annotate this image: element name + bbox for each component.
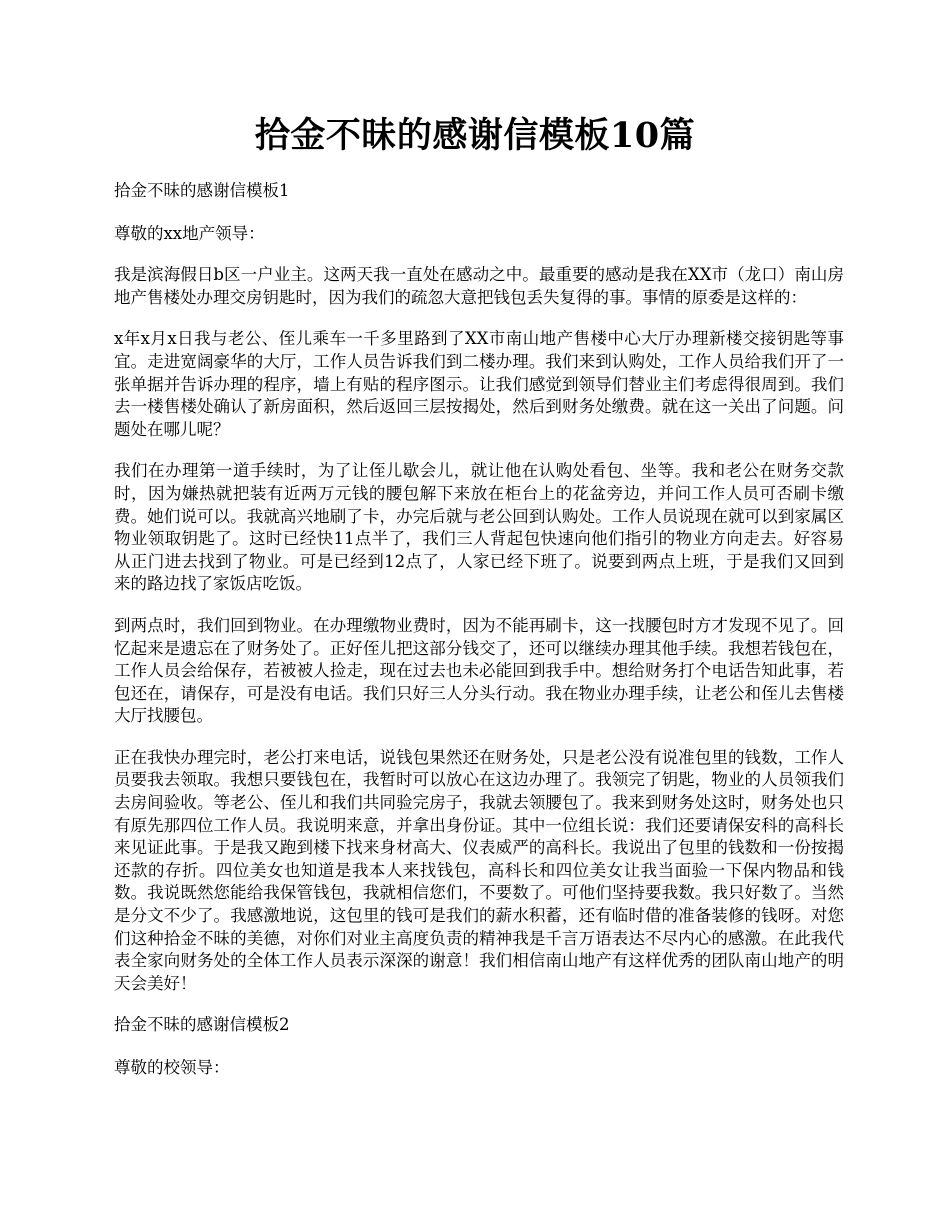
section-heading: 拾金不昧的感谢信模板2 [114, 1015, 290, 1035]
body-paragraph: 正在我快办理完时，老公打来电话，说钱包果然还在财务处，只是老公没有说准包里的钱数，工作人员要我去领取。我想只要钱包在，我暂时可以放心在这边办理了。我领完了钥匙，物业的人员领我们去房间验收。等老公、侄儿和我们共同验完房子，我就去领腰包了。我来到财务处这时，财务处也只有原先那四位工作人员。我说明来意，并拿出身份证。其中一位组长说：我们还要请保安科的高科长来见证此事。于是我又跑到楼下找来身材高大、仪表威严的高科长。我说出了包里的钱数和一份按揭还款的存折。四位美女也知道是我本人来找钱包，高科长和四位美女让我当面验一下保内物品和钱数。我说既然您能给我保管钱包，我就相信您们，不要数了。可他们坚持要我数。我只好数了。当然是分文不少了。我感激地说，这包里的钱可是我们的薪水积蓄，还有临时借的准备装修的钱呀。对您们这种拾金不昧的美德，对你们对业主高度负责的精神我是千言万语表达不尽内心的感激。在此我代表全家向财务处的全体工作人员表示深深的谢意！我们相信南山地产有这样优秀的团队南山地产的明天会美好！ [114, 747, 844, 993]
body-paragraph: 我们在办理第一道手续时，为了让侄儿歇会儿，就让他在认购处看包、坐等。我和老公在财务交款时，因为嫌热就把装有近两万元钱的腰包解下来放在柜台上的花盆旁边，并问工作人员可否刷卡缴费。她们说可以。我就高兴地刷了卡，办完后就与老公回到认购处。工作人员说现在就可以到家属区物业领取钥匙了。这时已经快11点半了，我们三人背起包快速向他们指引的物业方向走去。好容易从正门进去找到了物业。可是已经到12点了，人家已经下班了。说要到两点上班，于是我们又回到来的路边找了家饭店吃饭。 [114, 461, 844, 594]
salutation: 尊敬的xx地产领导： [114, 223, 265, 243]
body-paragraph: 到两点时，我们回到物业。在办理缴物业费时，因为不能再刷卡，这一找腰包时方才发现不见了。回忆起来是遗忘在了财务处了。正好侄儿把这部分钱交了，还可以继续办理其他手续。我想若钱包在，工作人员会给保存，若被被人捡走，现在过去也未必能回到我手中。想给财务打个电话告知此事，若包还在，请保存，可是没有电话。我们只好三人分头行动。我在物业办理手续，让老公和侄儿去售楼大厅找腰包。 [114, 615, 844, 726]
document-body [114, 180, 844, 1099]
body-paragraph: x年x月x日我与老公、侄儿乘车一千多里路到了XX市南山地产售楼中心大厅办理新楼交接钥匙等事宜。走进宽阔豪华的大厅，工作人员告诉我们到二楼办理。我们来到认购处，工作人员给我们开了一张单据并告诉办理的程序，墙上有贴的程序图示。让我们感觉到领导们替业主们考虑得很周到。我们去一楼售楼处确认了新房面积，然后返回三层按揭处，然后到财务处缴费。就在这一关出了问题。问题处在哪儿呢？ [114, 329, 844, 439]
document-title: 拾金不昧的感谢信模板10篇 [254, 115, 696, 156]
body-paragraph: 我是滨海假日b区一户业主。这两天我一直处在感动之中。最重要的感动是我在XX市（龙口）南山房地产售楼处办理交房钥匙时，因为我们的疏忽大意把钱包丢失复得的事。事情的原委是这样的： [114, 265, 844, 307]
section-heading: 拾金不昧的感谢信模板1 [114, 181, 290, 200]
salutation: 尊敬的校领导： [114, 1058, 230, 1077]
